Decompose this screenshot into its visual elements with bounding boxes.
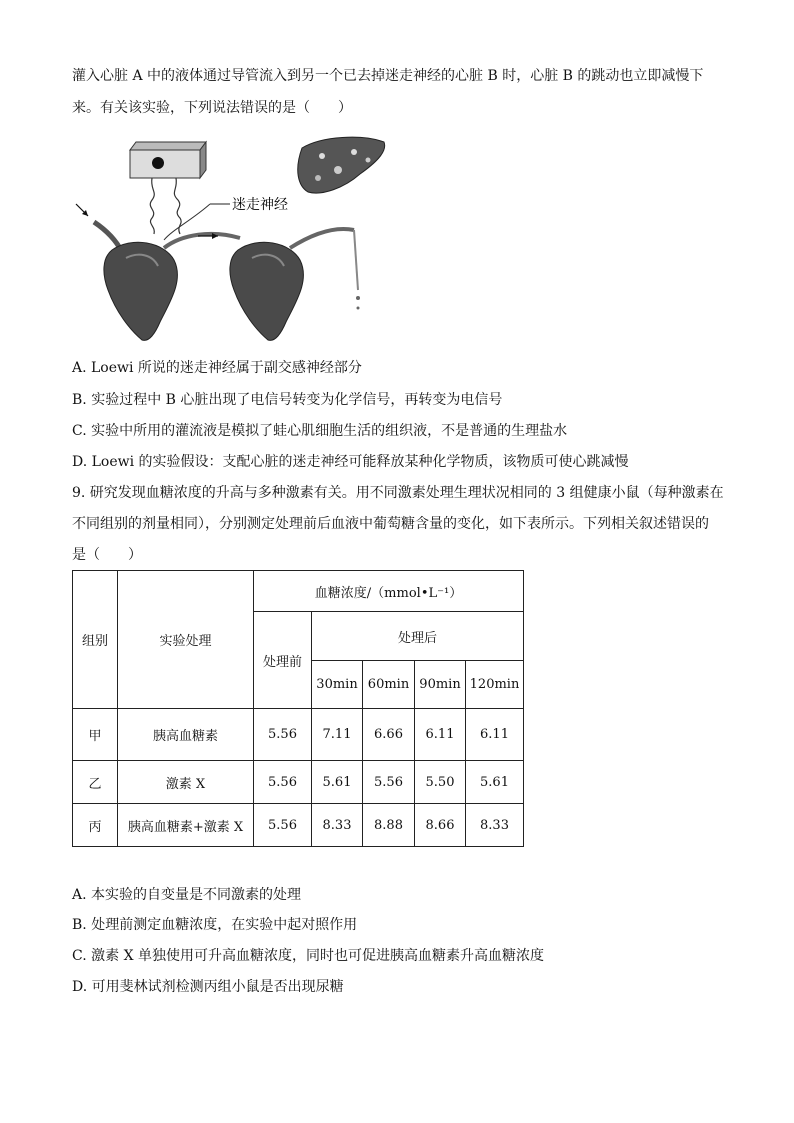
- q8-option-c: C. 实验中所用的灌流液是模拟了蛙心肌细胞生活的组织液，不是普通的生理盐水: [72, 423, 568, 439]
- q9-option-a: A. 本实验的自变量是不同激素的处理: [72, 887, 302, 903]
- cell-treatment: 胰高血糖素+激素 X: [118, 804, 254, 847]
- cell-value: 5.61: [312, 761, 363, 804]
- cell-group: 乙: [73, 761, 118, 804]
- header-treatment: 实验处理: [118, 571, 254, 709]
- stimulator-box-icon: [130, 142, 206, 178]
- cell-value: 6.66: [363, 709, 415, 761]
- cell-value: 5.56: [254, 709, 312, 761]
- q9-stem-line-1: 9. 研究发现血糖浓度的升高与多种激素有关。用不同激素处理生理状况相同的 3 组健康小鼠（每种激素在: [72, 485, 724, 501]
- q9-option-b: B. 处理前测定血糖浓度，在实验中起对照作用: [72, 917, 358, 933]
- table-row: [73, 804, 524, 847]
- cell-treatment: 激素 X: [118, 761, 254, 804]
- cell-value: 5.56: [254, 761, 312, 804]
- cell-value: 8.66: [415, 804, 466, 847]
- q9-option-d: D. 可用斐林试剂检测丙组小鼠是否出现尿糖: [72, 979, 344, 995]
- q9-option-c: C. 激素 X 单独使用可升高血糖浓度，同时也可促进胰高血糖素升高血糖浓度: [72, 948, 544, 964]
- cell-value: 5.50: [415, 761, 466, 804]
- heart-b-icon: [230, 242, 304, 340]
- cell-value: 8.33: [466, 804, 524, 847]
- cell-value: 5.56: [363, 761, 415, 804]
- header-time: 30min: [312, 661, 363, 709]
- cell-group: 丙: [73, 804, 118, 847]
- header-group: 组别: [73, 571, 118, 709]
- frog-icon: [298, 137, 385, 193]
- cell-value: 7.11: [312, 709, 363, 761]
- header-time: 60min: [363, 661, 415, 709]
- table-row: [73, 709, 524, 761]
- cell-value: 5.61: [466, 761, 524, 804]
- intro-line-1: 灌入心脏 A 中的液体通过导管流入到另一个已去掉迷走神经的心脏 B 时，心脏 B 的跳动也立即减慢下: [72, 68, 704, 84]
- blood-glucose-table: [72, 570, 524, 847]
- header-after: 处理后: [312, 612, 524, 661]
- cell-value: 6.11: [466, 709, 524, 761]
- cell-value: 8.88: [363, 804, 415, 847]
- header-before: 处理前: [254, 612, 312, 709]
- header-concentration: 血糖浓度/（mmol•L⁻¹）: [254, 571, 524, 612]
- q9-stem-line-2: 不同组别的剂量相同），分别测定处理前后血液中葡萄糖含量的变化，如下表所示。下列相关叙述错误的: [72, 516, 709, 532]
- vagus-nerve-label: 迷走神经: [232, 197, 288, 213]
- cell-group: 甲: [73, 709, 118, 761]
- heart-experiment-figure: [72, 130, 392, 355]
- header-time: 90min: [415, 661, 466, 709]
- heart-a-icon: [104, 242, 178, 340]
- q8-option-d: D. Loewi 的实验假设：支配心脏的迷走神经可能释放某种化学物质，该物质可使心跳减慢: [72, 454, 629, 470]
- cell-value: 8.33: [312, 804, 363, 847]
- cell-treatment: 胰高血糖素: [118, 709, 254, 761]
- table-row: [73, 761, 524, 804]
- q8-option-a: A. Loewi 所说的迷走神经属于副交感神经部分: [72, 360, 362, 376]
- cell-value: 5.56: [254, 804, 312, 847]
- cell-value: 6.11: [415, 709, 466, 761]
- intro-line-2: 来。有关该实验，下列说法错误的是（ ）: [72, 100, 352, 116]
- header-time: 120min: [466, 661, 524, 709]
- q9-stem-line-3: 是（ ）: [72, 547, 142, 563]
- q8-option-b: B. 实验过程中 B 心脏出现了电信号转变为化学信号，再转变为电信号: [72, 392, 503, 408]
